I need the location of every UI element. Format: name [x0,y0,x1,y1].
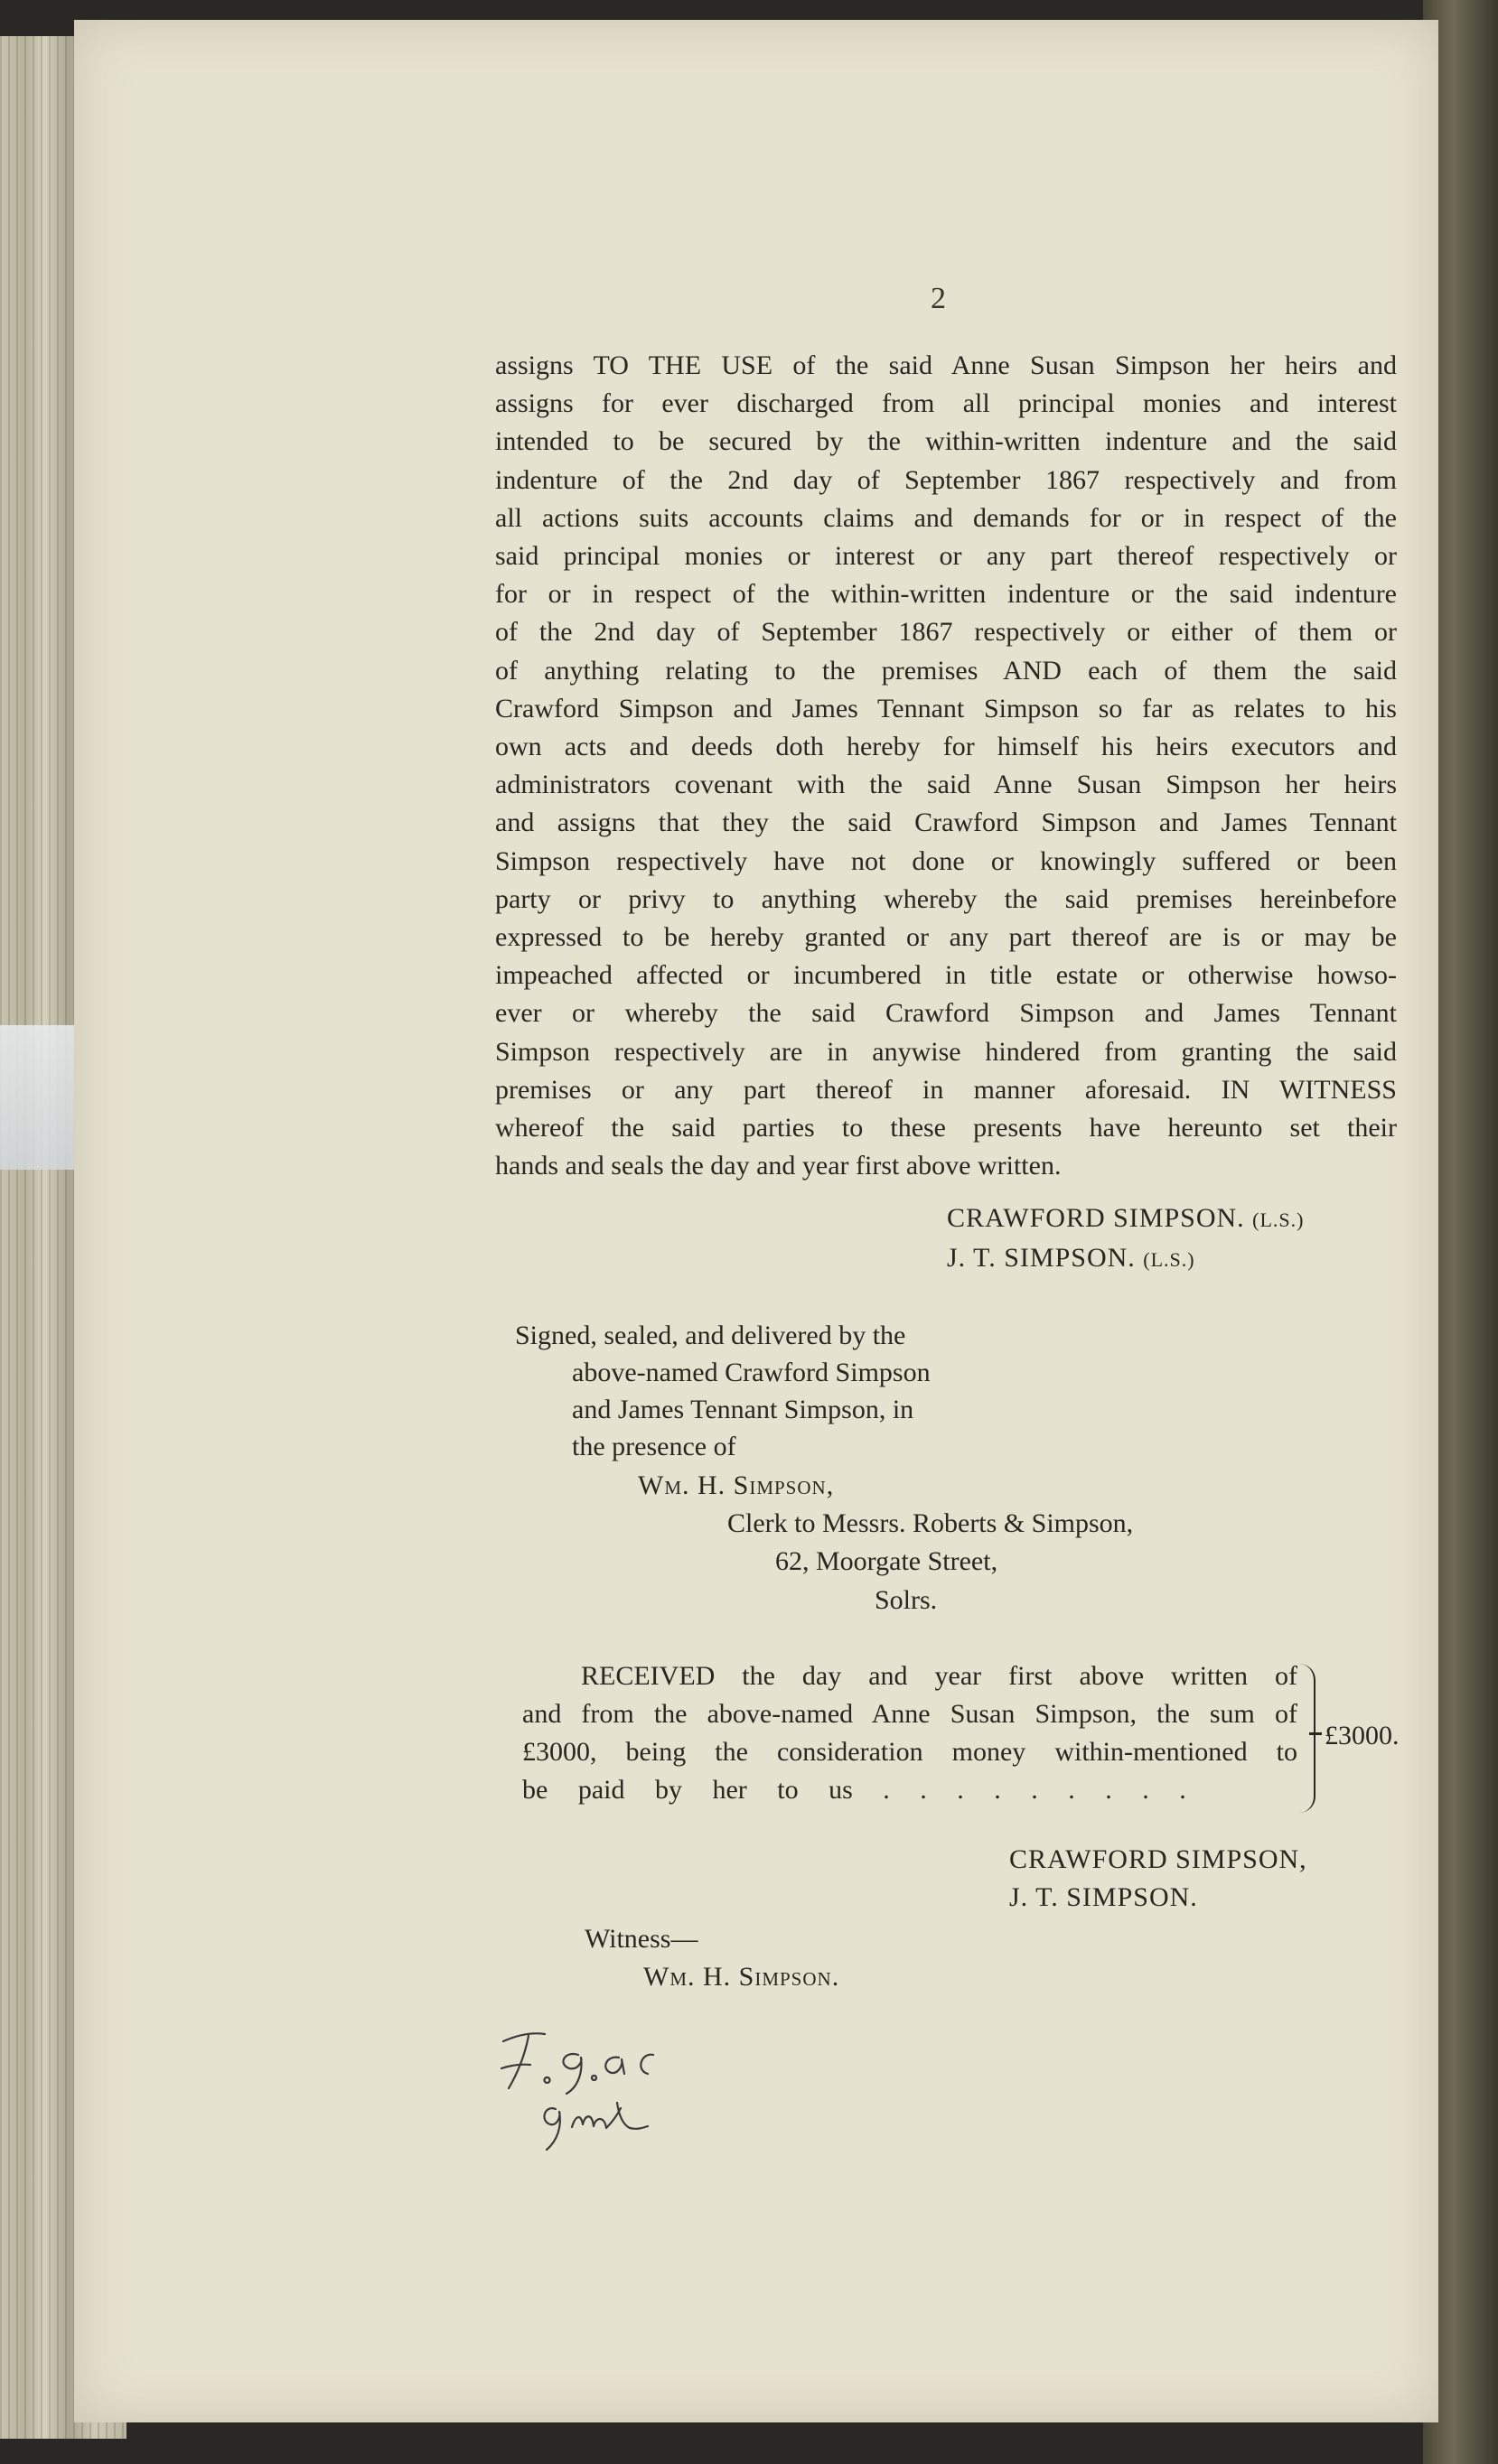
body-line: indenture of the 2nd day of September 1867 respectively and from [495,464,1397,495]
body-line: intended to be secured by the within-written indenture and the said [495,426,1397,457]
body-line: and assigns that they the said Crawford Simpson and James Tennant [495,807,1397,838]
body-line: of anything relating to the premises AND each of them the said [495,655,1397,686]
body-line: ever or whereby the said Crawford Simpson and James Tennant [495,998,1397,1029]
body-line: Simpson respectively are in anywise hindered from granting the said [495,1036,1397,1067]
seal-mark: (L.S.) [1143,1248,1195,1271]
body-line: premises or any part thereof in manner aforesaid. IN WITNESS [495,1074,1397,1105]
curly-brace-tip [1309,1732,1322,1735]
body-line: of the 2nd day of September 1867 respectively or either of them or [495,617,1397,648]
seal-mark: (L.S.) [1252,1209,1305,1231]
body-line: own acts and deeds doth hereby for himself his heirs executors and [495,732,1397,762]
signature-line [947,1239,1305,1279]
body-line: impeached affected or incumbered in title estate or otherwise howso- [495,960,1397,991]
signature-line [947,1199,1305,1239]
receipt-clause [522,1657,1297,1809]
receipt-line: and from the above-named Anne Susan Simpson, the sum of [522,1699,1297,1729]
page-number: 2 [931,282,946,315]
witness-address: 62, Moorgate Street, [775,1546,998,1576]
signature-block-1 [947,1199,1305,1279]
witness-role: Solrs. [875,1585,938,1615]
signatory-name: J. T. SIMPSON. [1009,1882,1198,1912]
body-line: for or in respect of the within-written indenture or the said indenture [495,579,1397,610]
body-line: hands and seals the day and year first above written. [495,1151,1062,1181]
signature-block-2 [1009,1841,1307,1917]
body-line: administrators covenant with the said Anne Susan Simpson her heirs [495,770,1397,800]
body-line: all actions suits accounts claims and demands for or in respect of the [495,502,1397,533]
body-line: assigns for ever discharged from all principal monies and interest [495,388,1397,419]
witness-name: Wm. H. Simpson, [638,1470,835,1500]
receipt-line: £3000, being the consideration money within-mentioned to [522,1737,1297,1767]
body-line: Simpson respectively have not done or knowingly suffered or been [495,845,1397,876]
body-line: party or privy to anything whereby the said premises hereinbefore [495,883,1397,914]
body-line: Crawford Simpson and James Tennant Simpson so far as relates to his [495,693,1397,723]
witness-name-2: Wm. H. Simpson. [643,1962,840,1992]
body-line: said principal monies or interest or any part thereof respectively or [495,541,1397,572]
witness-label: Witness— [585,1924,698,1954]
body-line: whereof the said parties to these presents have hereunto set their [495,1113,1397,1143]
attestation-line: Signed, sealed, and delivered by the [515,1321,906,1350]
handwritten-notation [492,2014,700,2159]
receipt-amount: £3000. [1325,1721,1400,1750]
attestation-line: above-named Crawford Simpson [572,1358,931,1387]
witness-title: Clerk to Messrs. Roberts & Simpson, [727,1508,1134,1538]
signatory-name: CRAWFORD SIMPSON, [1009,1844,1307,1874]
attestation-line: and James Tennant Simpson, in [572,1395,914,1424]
receipt-line: RECEIVED the day and year first above written of [581,1661,1297,1691]
body-line: assigns TO THE USE of the said Anne Susan Simpson her heirs and [495,350,1397,380]
body-line: expressed to be hereby granted or any part thereof are is or may be [495,922,1397,953]
curly-brace [1294,1664,1315,1813]
receipt-line: be paid by her to us . . . . . . . . . [522,1775,1186,1805]
attestation-line: the presence of [572,1432,736,1461]
deed-body-text [495,347,1397,1185]
signatory-name: CRAWFORD SIMPSON. [947,1203,1245,1233]
signatory-name: J. T. SIMPSON. [947,1243,1136,1273]
